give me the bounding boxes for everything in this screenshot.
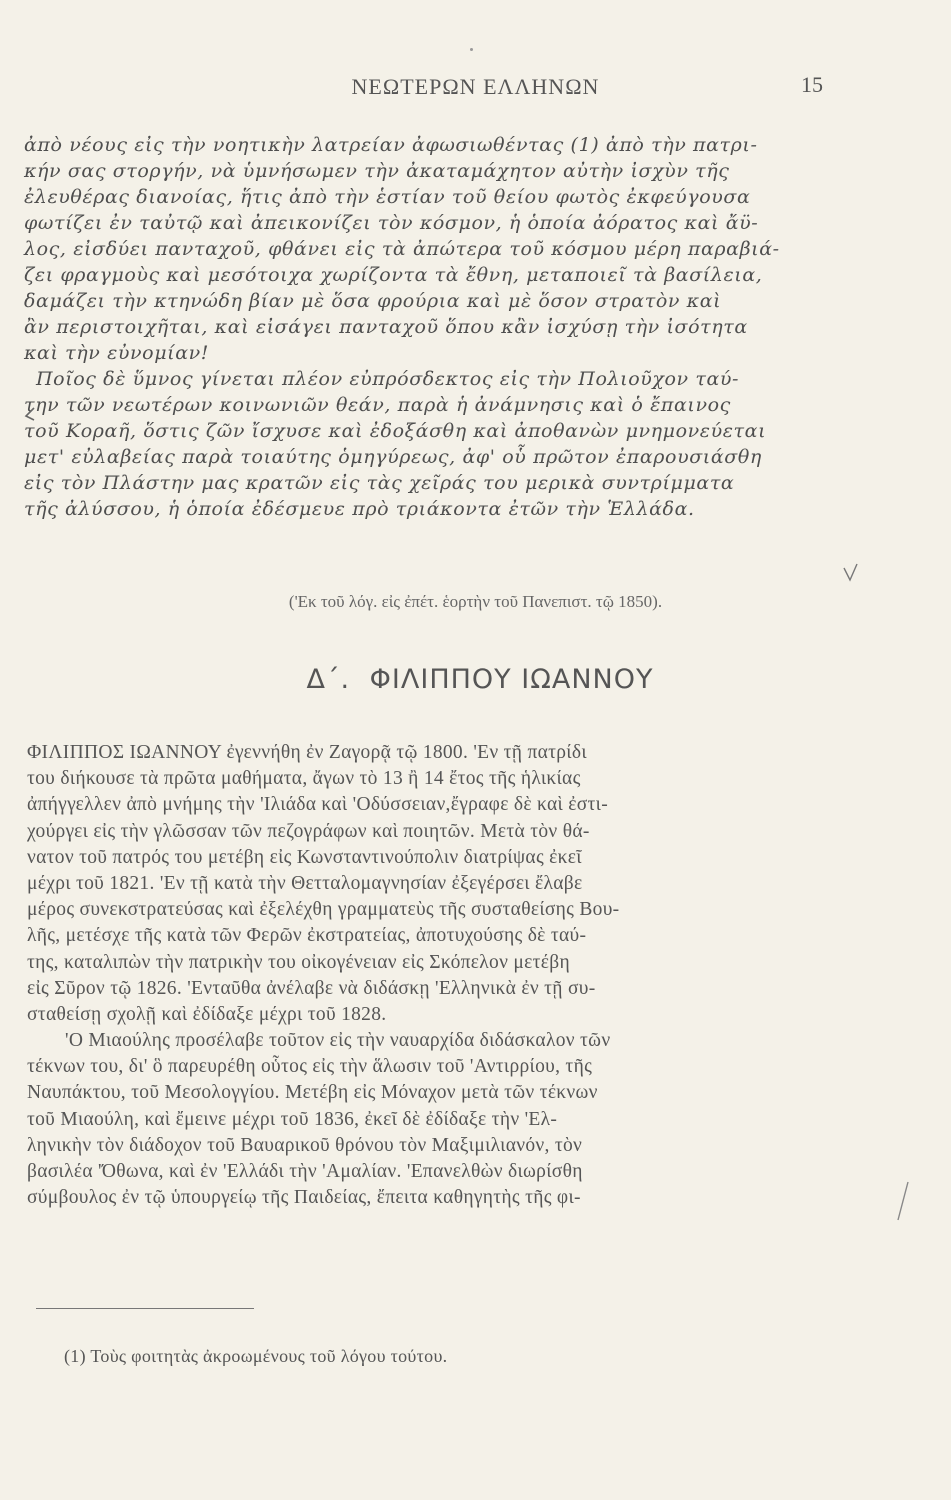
pencil-stroke-mark (895, 1180, 911, 1222)
handwritten-line: ἀπὸ νέους εἰς τὴν νοητικὴν λατρείαν ἀφωσιωθέντας (1) ἀπὸ τὴν πατρι- (24, 134, 758, 156)
footnote: (1) Τοὺς φοιτητὰς ἀκροωμένους τοῦ λόγου τούτου. (64, 1346, 448, 1366)
footnote-rule (36, 1308, 254, 1309)
running-title: ΝΕΩΤΕΡΩΝ ΕΛΛΗΝΩΝ (351, 74, 600, 99)
body-line: ἀπήγγελλεν ἀπὸ μνήμης τὴν 'Ιλιάδα καὶ 'Οδύσσειαν,ἔγραφε δὲ καὶ ἐστι- (27, 794, 609, 816)
body-line: της, καταλιπὼν τὴν πατρικὴν του οἰκογένειαν εἰς Σκόπελον μετέβη (27, 951, 570, 973)
page-header (0, 64, 951, 104)
body-line: χούργει εἰς τὴν γλῶσσαν τῶν πεζογράφων καὶ ποιητῶν. Μετὰ τὸν θά- (27, 820, 590, 842)
body-line: βασιλέα 'Όθωνα, καὶ ἐν 'Ελλάδι τὴν 'Αμαλίαν. 'Επανελθὼν διωρίσθη (27, 1161, 583, 1182)
handwritten-line: καὶ τὴν εὐνομίαν! (24, 342, 210, 364)
handwritten-line: δαμάζει τὴν κτηνώδη βίαν μὲ ὅσα φρούρια καὶ μὲ ὅσον στρατὸν καὶ (24, 290, 722, 312)
body-line: σύμβουλος ἐν τῷ ὑπουργείῳ τῆς Παιδείας, ἔπειτα καθηγητὴς τῆς φι- (27, 1187, 581, 1209)
body-line: τέκνων του, δι' ὃ παρευρέθη οὗτος εἰς τὴν ἅλωσιν τοῦ 'Αντιρρίου, τῆς (27, 1056, 593, 1078)
handwritten-line: Ποῖος δὲ ὕμνος γίνεται πλέον εὐπρόσδεκτος εἰς τὴν Πολιοῦχον ταύ- (36, 368, 740, 390)
handwritten-line: κήν σας στοργήν, νὰ ὑμνήσωμεν τὴν ἀκαταμάχητον αὐτὴν ἰσχὺν τῆς (24, 160, 730, 182)
body-text (27, 740, 832, 1211)
section-title: ΦΙΛΙΠΠΟΥ ΙΩΑΝΝΟΥ (369, 664, 654, 695)
handwritten-line: φωτίζει ἐν ταὐτῷ καὶ ἀπεικονίζει τὸν κόσμον, ἡ ὁποία ἀόρατος καὶ ἄϋ- (24, 212, 759, 234)
handwritten-line: τοῦ Κοραῆ, ὅστις ζῶν ἴσχυσε καὶ ἐδοξάσθη καὶ ἀποθανὼν μνημονεύεται (24, 420, 767, 442)
body-line: ληνικὴν τὸν διάδοχον τοῦ Βαυαρικοῦ θρόνου τὸν Μαξιμιλιανόν, τὸν (27, 1134, 583, 1156)
body-line: μέχρι τοῦ 1821. 'Εν τῇ κατὰ τὴν Θετταλομαγνησίαν ἐξεγέρσει ἔλαβε (27, 872, 583, 894)
handwritten-line: ζει φραγμοὺς καὶ μεσότοιχα χωρίζοντα τὰ ἔθνη, μεταποιεῖ τὰ βασίλεια, (24, 264, 763, 286)
citation: ('Εκ τοῦ λόγ. εἰς ἐπέτ. ἑορτὴν τοῦ Πανεπιστ. τῷ 1850). (288, 592, 663, 611)
section-heading (200, 664, 760, 695)
margin-bracket-mark (22, 406, 36, 426)
handwritten-line: ἐλευθέρας διανοίας, ἥτις ἀπὸ τὴν ἑστίαν τοῦ θείου φωτὸς ἐκφεύγουσα (24, 186, 751, 208)
handwritten-line: λος, εἰσδύει πανταχοῦ, φθάνει εἰς τὰ ἀπώτερα τοῦ κόσμου μέρη παραβιά- (24, 238, 780, 260)
handwritten-line: εἰς τὸν Πλάστην μας κρατῶν εἰς τὰς χεῖράς του μερικὰ συντρίμματα (24, 472, 735, 494)
handwritten-line: τῆς ἀλύσσου, ἡ ὁποία ἐδέσμευε πρὸ τριάκοντα ἐτῶν τὴν Ἑλλάδα. (24, 498, 695, 520)
print-speck (470, 48, 473, 51)
handwritten-line: μετ' εὐλαβείας παρὰ τοιαύτης ὁμηγύρεως, ἀφ' οὗ πρῶτον ἐπαρουσιάσθη (24, 446, 762, 468)
section-number: Δ΄. (306, 664, 351, 695)
body-line: του διήκουσε τὰ πρῶτα μαθήματα, ἄγων τὸ 13 ἢ 14 ἔτος τῆς ἡλικίας (27, 768, 581, 790)
body-line: σταθείσῃ σχολῇ καὶ ἐδίδαξε μέχρι τοῦ 1828. (27, 1003, 387, 1025)
body-line: Ναυπάκτου, τοῦ Μεσολογγίου. Μετέβη εἰς Μόναχον μετὰ τῶν τέκνων (27, 1082, 598, 1104)
pencil-check-mark (842, 562, 860, 584)
handwritten-line: την τῶν νεωτέρων κοινωνιῶν θεάν, παρὰ ἡ ἀνάμνησις καὶ ὁ ἔπαινος (24, 394, 731, 416)
body-line: νατον τοῦ πατρός του μετέβη εἰς Κωνσταντινούπολιν διατρίψας ἐκεῖ (27, 846, 582, 868)
body-line: μέρος συνεκστρατεύσας καὶ ἐξελέχθη γραμματεὺς τῆς συσταθείσης Βου- (27, 899, 620, 921)
body-line: εἰς Σῦρον τῷ 1826. 'Ενταῦθα ἀνέλαβε νὰ διδάσκῃ 'Ελληνικὰ ἐν τῇ συ- (27, 977, 596, 999)
body-line: τοῦ Μιαούλη, καὶ ἔμεινε μέχρι τοῦ 1836, ἐκεῖ δὲ ἐδίδαξε τὴν 'Ελ- (27, 1108, 558, 1130)
handwritten-line: ἂν περιστοιχῆται, καὶ εἰσάγει πανταχοῦ ὅπου κἂν ἰσχύσῃ τὴν ἰσότητα (24, 316, 748, 338)
body-line: 'Ο Μιαούλης προσέλαβε τοῦτον εἰς τὴν ναυαρχίδα διδάσκαλον τῶν (65, 1030, 611, 1052)
body-line: λῆς, μετέσχε τῆς κατὰ τῶν Φερῶν ἐκστρατείας, ἀποτυχούσης δὲ ταύ- (27, 925, 587, 947)
page-number: 15 (801, 72, 823, 97)
body-line: ΦΙΛΙΠΠΟΣ ΙΩΑΝΝΟΥ ἐγεννήθη ἐν Ζαγορᾷ τῷ 1800. 'Εν τῇ πατρίδι (27, 742, 587, 763)
handwritten-passage (24, 132, 824, 522)
